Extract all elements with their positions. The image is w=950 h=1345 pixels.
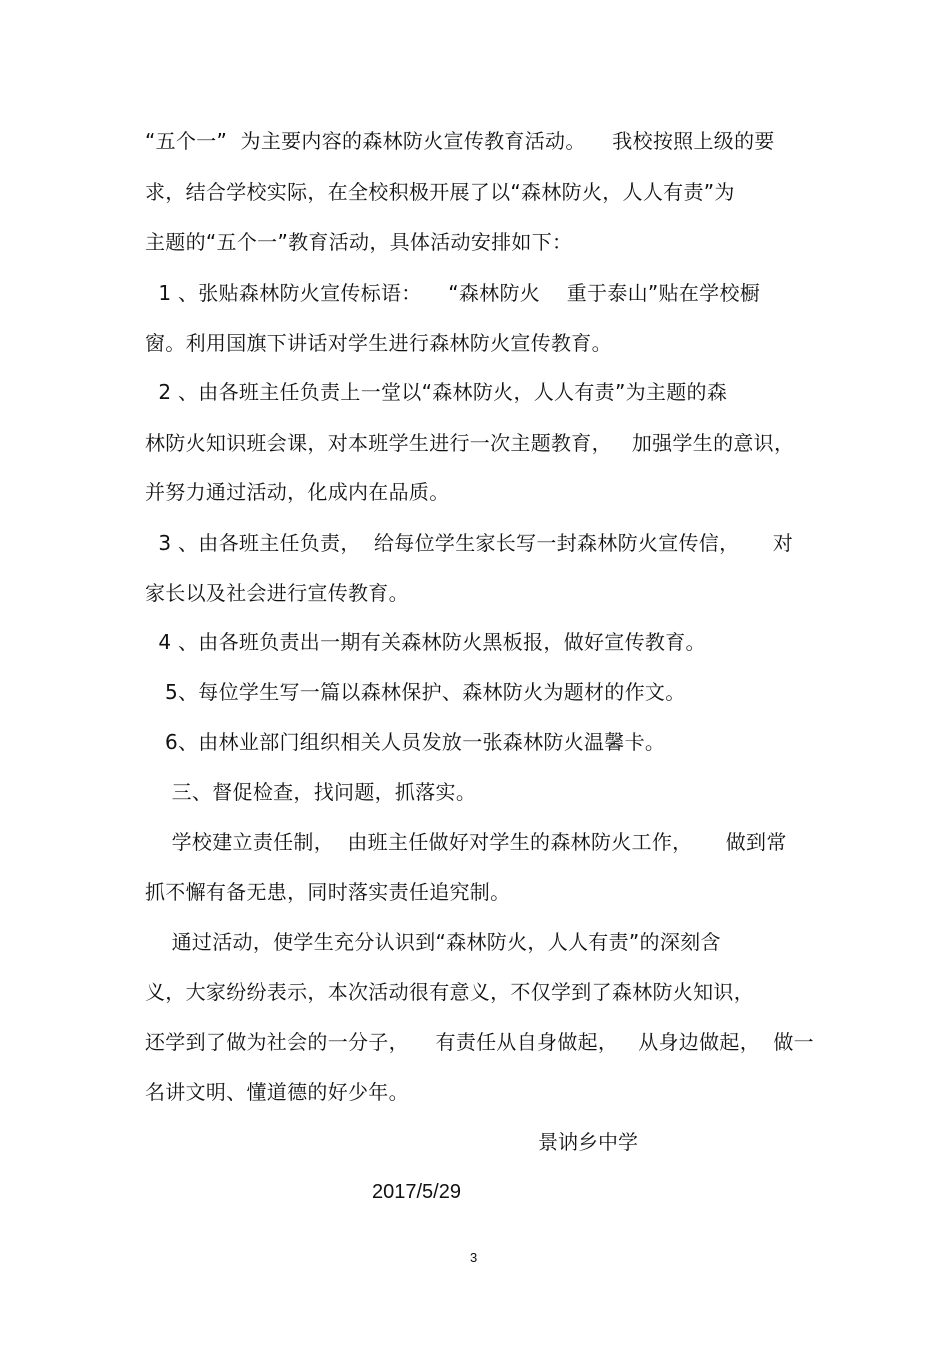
text-line: 2 、由各班主任负责上一堂以“森林防火，人人有责”为主题的森 xyxy=(145,380,728,404)
text-line: 6、由林业部门组织相关人员发放一张森林防火温馨卡。 xyxy=(145,730,666,754)
text-line: 1 、张贴森林防火宣传标语： “森林防火 重于泰山”贴在学校橱 xyxy=(145,281,761,305)
text-line: 4 、由各班负责出一期有关森林防火黑板报，做好宣传教育。 xyxy=(145,630,706,654)
text-line: 窗。利用国旗下讲话对学生进行森林防火宣传教育。 xyxy=(145,331,612,355)
text-line: “五个一” 为主要内容的森林防火宣传教育活动。 我校按照上级的要 xyxy=(145,129,775,153)
text-line: 求，结合学校实际，在全校积极开展了以“森林防火，人人有责”为 xyxy=(145,180,735,204)
text-line: 3 、由各班主任负责， 给每位学生家长写一封森林防火宣传信， 对 xyxy=(145,531,793,555)
text-line: 三、督促检查，找问题，抓落实。 xyxy=(145,780,477,804)
text-line: 主题的“五个一”教育活动，具体活动安排如下： xyxy=(145,230,573,254)
text-line: 林防火知识班会课，对本班学生进行一次主题教育， 加强学生的意识， xyxy=(145,431,795,455)
text-line: 5、每位学生写一篇以森林保护、森林防火为题材的作文。 xyxy=(145,680,686,704)
text-line: 抓不懈有备无患，同时落实责任追究制。 xyxy=(145,880,511,904)
text-line: 并努力通过活动，化成内在品质。 xyxy=(145,480,450,504)
text-line: 家长以及社会进行宣传教育。 xyxy=(145,581,409,605)
page-number: 3 xyxy=(470,1250,478,1265)
text-line: 还学到了做为社会的一分子， 有责任从自身做起， 从身边做起， 做一 xyxy=(145,1030,814,1054)
text-line: 名讲文明、懂道德的好少年。 xyxy=(145,1080,409,1104)
signature-school: 景讷乡中学 xyxy=(538,1130,638,1154)
text-line: 通过活动，使学生充分认识到“森林防火，人人有责”的深刻含 xyxy=(145,930,721,954)
signature-date: 2017/5/29 xyxy=(372,1181,461,1203)
text-line: 学校建立责任制， 由班主任做好对学生的森林防火工作， 做到常 xyxy=(145,830,787,854)
text-line: 义，大家纷纷表示，本次活动很有意义，不仅学到了森林防火知识， xyxy=(145,980,754,1004)
